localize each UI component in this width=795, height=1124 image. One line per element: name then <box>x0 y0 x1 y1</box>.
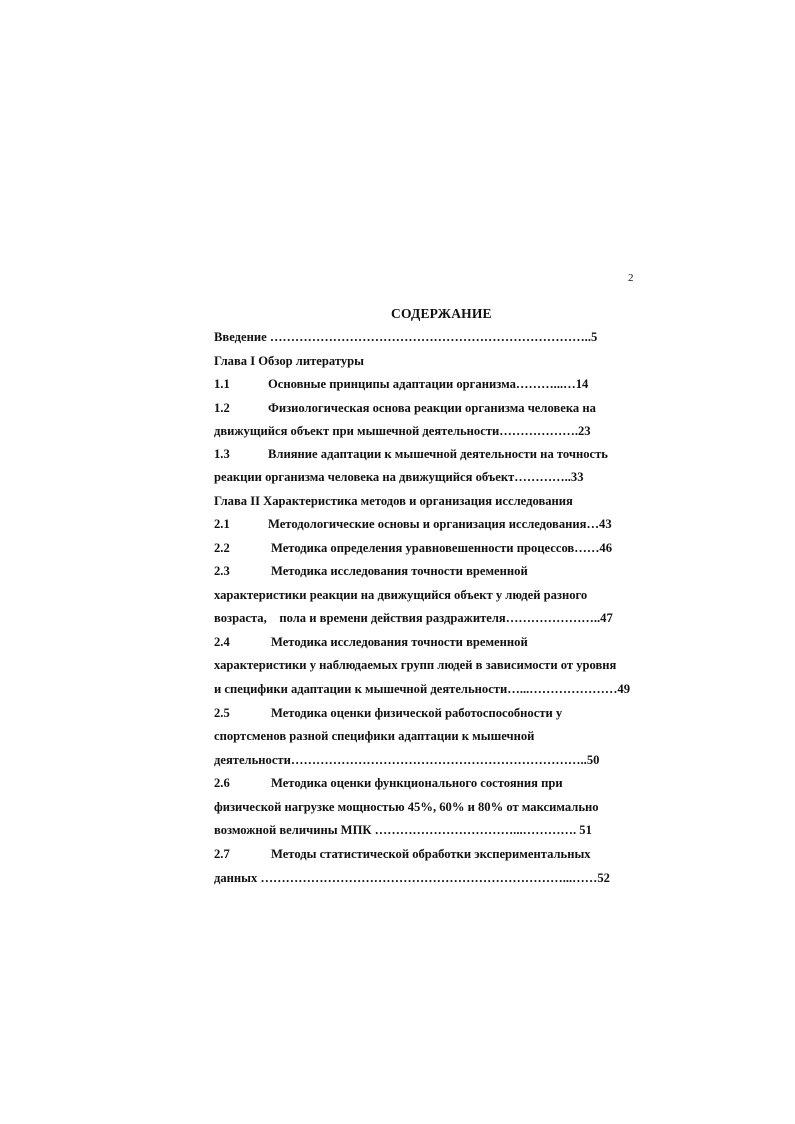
toc-entry-2-1: 2.1 Методологические основы и организация исследования…43 <box>214 517 612 531</box>
toc-entry-1-3: 1.3 Влияние адаптации к мышечной деятельности на точность <box>214 447 608 461</box>
toc-entry-1-1: 1.1 Основные принципы адаптации организма………...…14 <box>214 377 589 391</box>
toc-entry-2-7-cont: данных ………………………………………………………………...……52 <box>214 871 610 885</box>
toc-entry-2-4-cont2: и специфики адаптации к мышечной деятельности…...…………………49 <box>214 682 631 696</box>
toc-entry-1-2: 1.2 Физиологическая основа реакции организма человека на <box>214 401 596 415</box>
toc-entry-2-7: 2.7 Методы статистической обработки экспериментальных <box>214 847 591 861</box>
toc-title: СОДЕРЖАНИЕ <box>391 306 492 321</box>
toc-entry-2-5: 2.5 Методика оценки физической работоспособности у <box>214 706 563 720</box>
toc-chapter-1: Глава I Обзор литературы <box>214 354 365 368</box>
toc-entry-1-2-cont: движущийся объект при мышечной деятельности……………….23 <box>214 424 591 438</box>
toc-entry-2-4: 2.4 Методика исследования точности временной <box>214 635 528 649</box>
toc-entry-2-3: 2.3 Методика исследования точности временной <box>214 564 528 578</box>
toc-entry-2-5-cont: спортсменов разной специфики адаптации к мышечной <box>214 729 535 743</box>
toc-entry-2-4-cont: характеристики у наблюдаемых групп людей в зависимости от уровня <box>214 658 617 672</box>
toc-entry-2-3-cont: характеристики реакции на движущийся объект у людей разного <box>214 588 588 602</box>
toc-entry-2-6: 2.6 Методика оценки функционального состояния при <box>214 776 563 790</box>
toc-entry-2-6-cont: физической нагрузке мощностью 45%, 60% и 80% от максимально <box>214 800 599 814</box>
toc-entry-2-6-cont2: возможной величины МПК ……………………………...…………. 51 <box>214 823 592 837</box>
toc-entry-2-2: 2.2 Методика определения уравновешенности процессов……46 <box>214 541 613 555</box>
toc-entry-2-3-cont2: возраста, пола и времени действия раздражителя…………………..47 <box>214 611 613 625</box>
toc-entry-2-5-cont2: деятельности……………………………………………………………..50 <box>214 753 600 767</box>
toc-entry-introduction: Введение …………………………………………………………………..5 <box>214 330 598 344</box>
page-number: 2 <box>628 272 634 284</box>
toc-entry-1-3-cont: реакции организма человека на движущийся объект…………..33 <box>214 470 584 484</box>
toc-chapter-2: Глава II Характеристика методов и организация исследования <box>214 494 573 508</box>
